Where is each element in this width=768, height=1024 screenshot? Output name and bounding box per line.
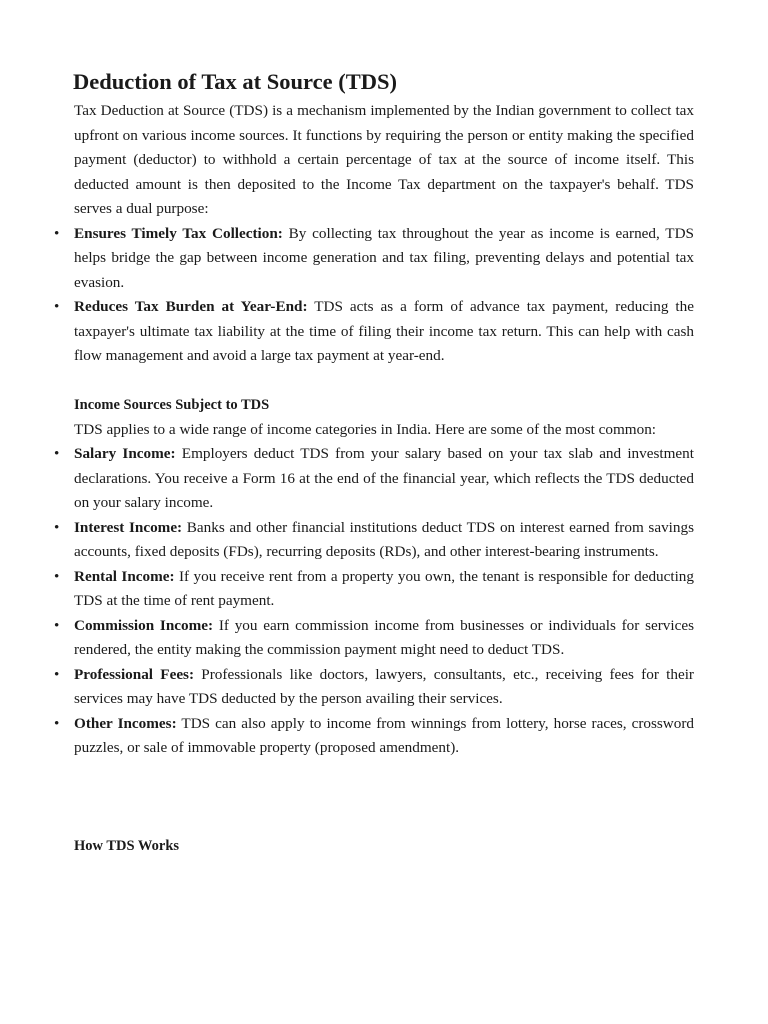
list-item-term: Interest Income:: [74, 518, 183, 536]
section-heading: Income Sources Subject to TDS: [74, 397, 270, 413]
list-item-term: Other Incomes:: [74, 714, 177, 732]
list-item: [74, 222, 694, 296]
list-item-text: If you receive rent from a property you own, the tenant is responsible for deducting TDS at the time of rent payment.: [74, 567, 694, 609]
next-section-heading: How TDS Works: [74, 838, 180, 854]
page-title: Deduction of Tax at Source (TDS): [73, 69, 397, 94]
list-item: [74, 516, 694, 565]
list-item: [74, 712, 694, 761]
purpose-list: [74, 222, 694, 369]
list-item-text: TDS can also apply to income from winnings from lottery, horse races, crossword puzzles, or sale of immovable property (proposed amendment).: [74, 714, 695, 756]
list-item-term: Rental Income:: [74, 567, 175, 585]
list-item-term: Ensures Timely Tax Collection:: [74, 224, 283, 242]
intro-paragraph: Tax Deduction at Source (TDS) is a mechanism implemented by the Indian government to collect tax upfront on various income sources. It functions by requiring the person or entity making the specified payment (deductor) to withhold a certain percentage of tax at the source of income itself. This deducted amount is then deposited to the Income Tax department on the taxpayer's behalf. TDS serves a dual purpose:: [74, 102, 694, 217]
list-item-term: Professional Fees:: [74, 665, 195, 683]
list-item-term: Salary Income:: [74, 445, 176, 462]
list-item-term: Reduces Tax Burden at Year-End:: [74, 298, 308, 315]
list-item-text: By collecting tax throughout the year as income is earned, TDS helps bridge the gap between income generation and tax filing, preventing delays and potential tax evasion.: [74, 224, 694, 291]
list-item-term: Commission Income:: [74, 616, 214, 634]
section-intro-paragraph: TDS applies to a wide range of income categories in India. Here are some of the most common:: [74, 420, 657, 438]
list-item: [74, 295, 694, 369]
list-item: [74, 565, 694, 614]
list-item-text: Professionals like doctors, lawyers, consultants, etc., receiving fees for their services may have TDS deducted by the person availing their services.: [74, 665, 694, 707]
list-item: [74, 614, 694, 663]
list-item-text: Banks and other financial institutions deduct TDS on interest earned from savings accounts, fixed deposits (FDs), recurring deposits (RDs), and other interest-bearing instruments.: [74, 518, 694, 560]
list-item-text: If you earn commission income from businesses or individuals for services rendered, the entity making the commission payment might need to deduct TDS.: [74, 616, 695, 658]
list-item-text: TDS acts as a form of advance tax payment, reducing the taxpayer's ultimate tax liability at the time of filing their income tax return. This can help with cash flow management and avoid a large tax payment at year-end.: [74, 298, 694, 364]
list-item: [74, 442, 694, 516]
list-item: [74, 663, 694, 712]
list-item-text: Employers deduct TDS from your salary based on your tax slab and investment declarations. You receive a Form 16 at the end of the financial year, which reflects the TDS deducted on your salary income.: [74, 445, 694, 511]
income-sources-list: [74, 442, 694, 761]
